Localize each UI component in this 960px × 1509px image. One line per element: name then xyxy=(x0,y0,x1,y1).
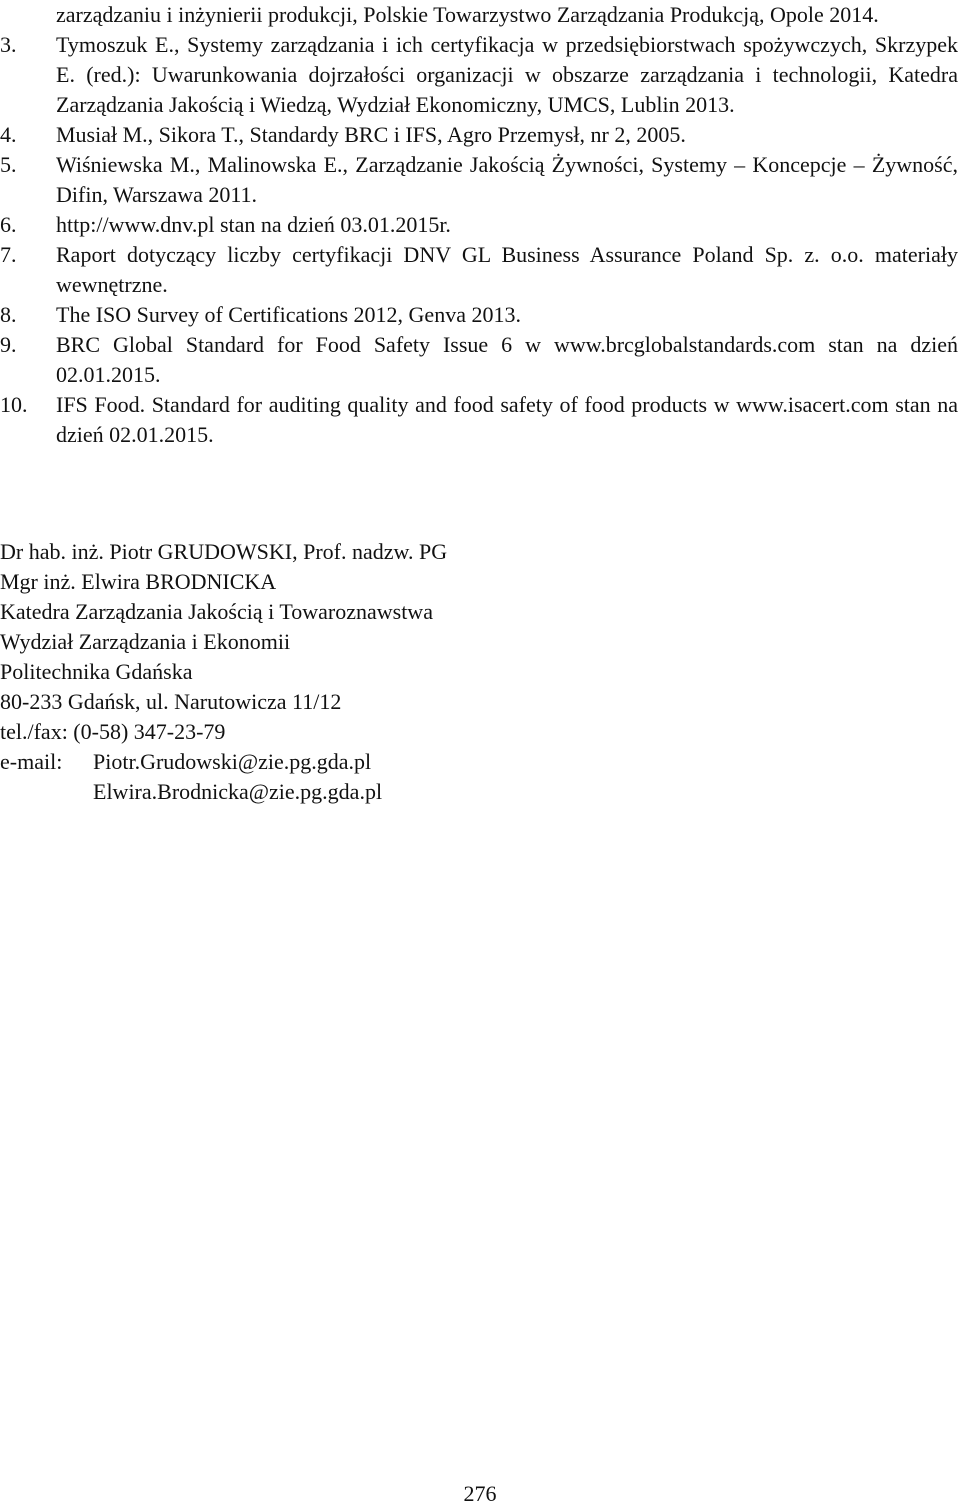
reference-number: 3. xyxy=(0,32,17,57)
reference-number: 10. xyxy=(0,392,28,417)
reference-text: http://www.dnv.pl stan na dzień 03.01.2015r. xyxy=(56,212,451,237)
reference-text: IFS Food. Standard for auditing quality and food safety of food products w www.isacert.com stan na dzień 02.01.2015. xyxy=(56,392,958,447)
reference-item-4 xyxy=(0,120,958,150)
reference-number: 4. xyxy=(0,122,17,147)
reference-item-9 xyxy=(0,330,958,390)
author-university: Politechnika Gdańska xyxy=(0,659,193,684)
reference-text: Musiał M., Sikora T., Standardy BRC i IFS, Agro Przemysł, nr 2, 2005. xyxy=(56,122,686,147)
reference-continued xyxy=(0,0,958,30)
email-link-1[interactable]: Piotr.Grudowski@zie.pg.gda.pl xyxy=(93,749,372,774)
author-name-1: Dr hab. inż. Piotr GRUDOWSKI, Prof. nadzw. PG xyxy=(0,539,448,564)
email-row-2 xyxy=(0,777,958,807)
reference-continued-text: zarządzaniu i inżynierii produkcji, Polskie Towarzystwo Zarządzania Produkcją, Opole 2014. xyxy=(56,2,879,27)
reference-item-6 xyxy=(0,210,958,240)
reference-number: 5. xyxy=(0,152,17,177)
author-address: 80-233 Gdańsk, ul. Narutowicza 11/12 xyxy=(0,689,342,714)
email-label: e-mail: xyxy=(0,749,63,774)
author-phone: tel./fax: (0-58) 347-23-79 xyxy=(0,719,226,744)
reference-item-8 xyxy=(0,300,958,330)
reference-item-3 xyxy=(0,30,958,120)
reference-text: BRC Global Standard for Food Safety Issue 6 w www.brcglobalstandards.com stan na dzień 02.01.2015. xyxy=(56,332,958,387)
reference-text: The ISO Survey of Certifications 2012, Genva 2013. xyxy=(56,302,521,327)
email-link-2[interactable]: Elwira.Brodnicka@zie.pg.gda.pl xyxy=(93,779,383,804)
page-number: 276 xyxy=(463,1481,497,1506)
reference-number: 6. xyxy=(0,212,17,237)
reference-number: 7. xyxy=(0,242,17,267)
email-row xyxy=(0,747,958,777)
references-list xyxy=(0,0,958,450)
author-faculty: Wydział Zarządzania i Ekonomii xyxy=(0,629,291,654)
author-block xyxy=(0,537,958,807)
author-department: Katedra Zarządzania Jakością i Towaroznawstwa xyxy=(0,599,433,624)
reference-item-10 xyxy=(0,390,958,450)
reference-text: Raport dotyczący liczby certyfikacji DNV GL Business Assurance Poland Sp. z. o.o. materiały wewnętrzne. xyxy=(56,242,958,297)
reference-text: Wiśniewska M., Malinowska E., Zarządzanie Jakością Żywności, Systemy – Koncepcje – Żywność, Difin, Warszawa 2011. xyxy=(56,152,958,207)
reference-text: Tymoszuk E., Systemy zarządzania i ich certyfikacja w przedsiębiorstwach spożywczych, Skrzypek E. (red.): Uwarunkowania dojrzałości organizacji w obszarze zarządzania i technologii, Katedra Zarządzania Jakością i Wiedzą, Wydział Ekonomiczny, UMCS, Lublin 2013. xyxy=(56,32,958,117)
author-name-2: Mgr inż. Elwira BRODNICKA xyxy=(0,569,277,594)
reference-item-5 xyxy=(0,150,958,210)
reference-item-7 xyxy=(0,240,958,300)
reference-number: 8. xyxy=(0,302,17,327)
reference-number: 9. xyxy=(0,332,17,357)
